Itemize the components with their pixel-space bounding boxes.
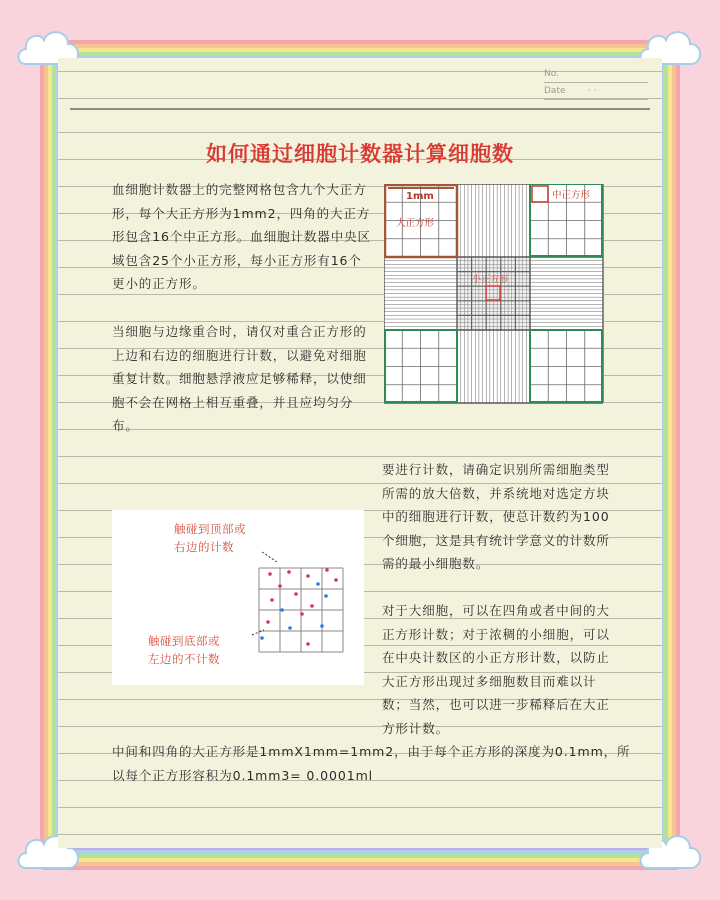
- cell-dot: [324, 594, 328, 598]
- cell-dot: [300, 612, 304, 616]
- cell-dot: [266, 620, 270, 624]
- cell-dot: [306, 574, 310, 578]
- paragraph-grid-intro: 血细胞计数器上的完整网格包含九个大正方形，每个大正方形为1mm2，四角的大正方形包含16个中正方形。血细胞计数器中央区域包含25个小正方形，每小正方形有16个更小的正方形。: [112, 182, 371, 291]
- arrow-top: [262, 552, 277, 562]
- cell-dot: [287, 570, 291, 574]
- counting-grid-diagram: [112, 510, 364, 685]
- label-not-counted-line-2: 左边的不计数: [148, 652, 220, 666]
- cell-dot: [294, 592, 298, 596]
- cell-dot: [270, 598, 274, 602]
- label-counted-line-2: 右边的计数: [174, 540, 234, 554]
- cell-dot: [306, 642, 310, 646]
- header-divider: [70, 108, 650, 110]
- counting-rule-figure: [112, 510, 364, 685]
- no-label: No.: [544, 69, 559, 79]
- cell-dot: [316, 582, 320, 586]
- hemocytometer-grid-diagram: [384, 184, 604, 404]
- date-line: [544, 99, 648, 100]
- cell-dot: [325, 568, 329, 572]
- paragraph-edge-rule: 当细胞与边缘重合时，请仅对重合正方形的上边和右边的细胞进行计数，以避免对细胞重复计数。细胞悬浮液应足够稀释，以使细胞不会在网格上相互重叠，并且应均匀分布。: [112, 324, 367, 433]
- label-not-counted-line-1: 触碰到底部或: [148, 634, 220, 648]
- label-small-square: 小正方形: [472, 275, 509, 285]
- cell-dot: [278, 584, 282, 588]
- count-grid: [259, 568, 343, 652]
- label-1mm: 1mm: [406, 191, 434, 202]
- date-dots: · ·: [588, 86, 597, 96]
- cell-dot: [288, 626, 292, 630]
- label-medium-square: 中正方形: [552, 190, 591, 201]
- cell-dot: [260, 636, 264, 640]
- paragraph-counting: 要进行计数，请确定识别所需细胞类型所需的放大倍数，并系统地对选定方块中的细胞进行计数，使总计数约为100个细胞，这是具有统计学意义的计数所需的最小细胞数。: [382, 462, 610, 571]
- label-counted-line-1: 触碰到顶部或: [174, 522, 246, 536]
- cell-dot: [310, 604, 314, 608]
- paragraph-cell-size: 对于大细胞，可以在四角或者中间的大正方形计数；对于浓稠的小细胞，可以在中央计数区的小正方形计数，以防止大正方形出现过多细胞数目而难以计数；当然，也可以进一步稀释后在大正方形计数。: [382, 603, 610, 736]
- label-large-square: 大正方形: [396, 218, 435, 229]
- center-area-shade: [458, 258, 530, 330]
- paragraph-volume: 中间和四角的大正方形是1mmX1mm=1mm2，由于每个正方形的深度为0.1mm，所以每个正方形容积为0.1mm3= 0.0001ml: [112, 744, 631, 783]
- cell-dot: [334, 578, 338, 582]
- page-title: 如何通过细胞计数器计算细胞数: [206, 142, 514, 166]
- no-line: [544, 82, 648, 83]
- cell-dot: [280, 608, 284, 612]
- date-label: Date: [544, 86, 566, 96]
- cell-dot: [320, 624, 324, 628]
- cell-dot: [268, 572, 272, 576]
- notebook-paper: [58, 58, 662, 848]
